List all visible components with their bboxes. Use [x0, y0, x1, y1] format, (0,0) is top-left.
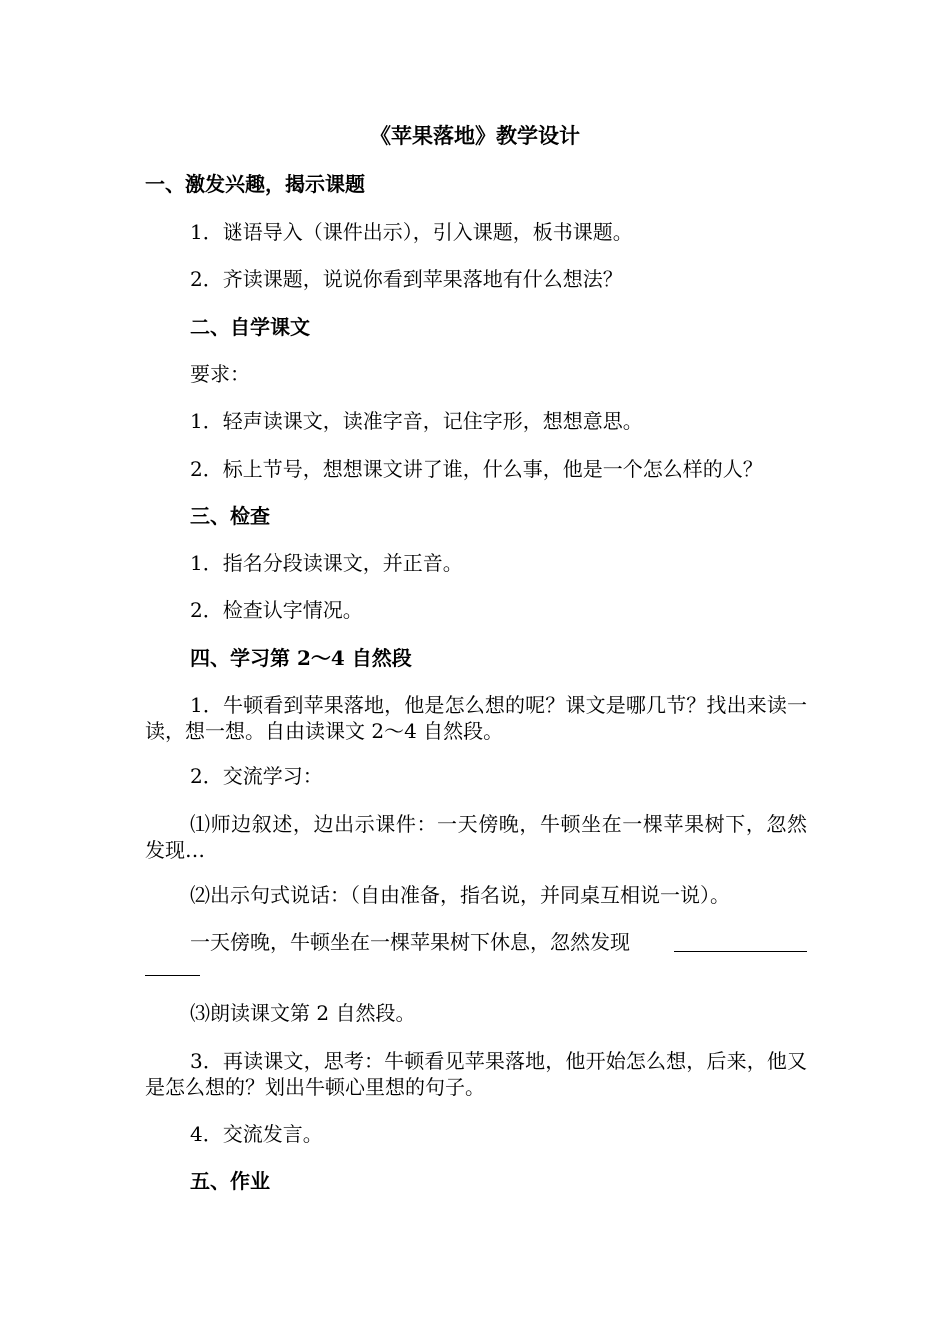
section-1-item-1: 1．谜语导入（课件出示），引入课题，板书课题。: [190, 220, 633, 244]
section-4-item-3: ⑴师边叙述，边出示课件：一天傍晚，牛顿坐在一棵苹果树下，忽然发现…: [145, 812, 807, 862]
section-3-item-1: 1．指名分段读课文，并正音。: [190, 551, 463, 575]
section-4-item-6: ⑶朗读课文第 2 自然段。: [190, 1001, 416, 1025]
section-4-item-7: 3．再读课文，思考：牛顿看见苹果落地，他开始怎么想，后来，他又是怎么想的？划出牛顿心里想的句子。: [145, 1049, 807, 1099]
section-heading-5: 五、作业: [190, 1169, 270, 1193]
section-heading-1: 一、激发兴趣，揭示课题: [145, 172, 365, 196]
section-4-item-1: 1．牛顿看到苹果落地，他是怎么想的呢？课文是哪几节？找出来读一读，想一想。自由读课文 2～4 自然段。: [145, 693, 807, 743]
section-4-item-4: ⑵出示句式说话：（自由准备，指名说，并同桌互相说一说）。: [190, 883, 730, 907]
section-4-item-8: 4．交流发言。: [190, 1122, 323, 1146]
fill-in-blank-line: [674, 951, 807, 952]
section-heading-2: 二、自学课文: [190, 315, 310, 339]
fill-in-blank-line-continued: [145, 975, 200, 976]
section-heading-4: 四、学习第 2～4 自然段: [190, 646, 412, 670]
section-3-item-2: 2．检查认字情况。: [190, 598, 363, 622]
section-2-intro: 要求：: [190, 362, 250, 386]
section-2-item-2: 2．标上节号，想想课文讲了谁，什么事，他是一个怎么样的人？: [190, 457, 763, 481]
section-4-item-2: 2．交流学习：: [190, 764, 323, 788]
section-1-item-2: 2．齐读课题，说说你看到苹果落地有什么想法？: [190, 267, 623, 291]
page-title: 《苹果落地》教学设计: [370, 123, 580, 148]
section-4-item-5: 一天傍晚，牛顿坐在一棵苹果树下休息，忽然发现: [190, 930, 630, 954]
section-heading-3: 三、检查: [190, 504, 270, 528]
section-2-item-1: 1．轻声读课文，读准字音，记住字形，想想意思。: [190, 409, 643, 433]
